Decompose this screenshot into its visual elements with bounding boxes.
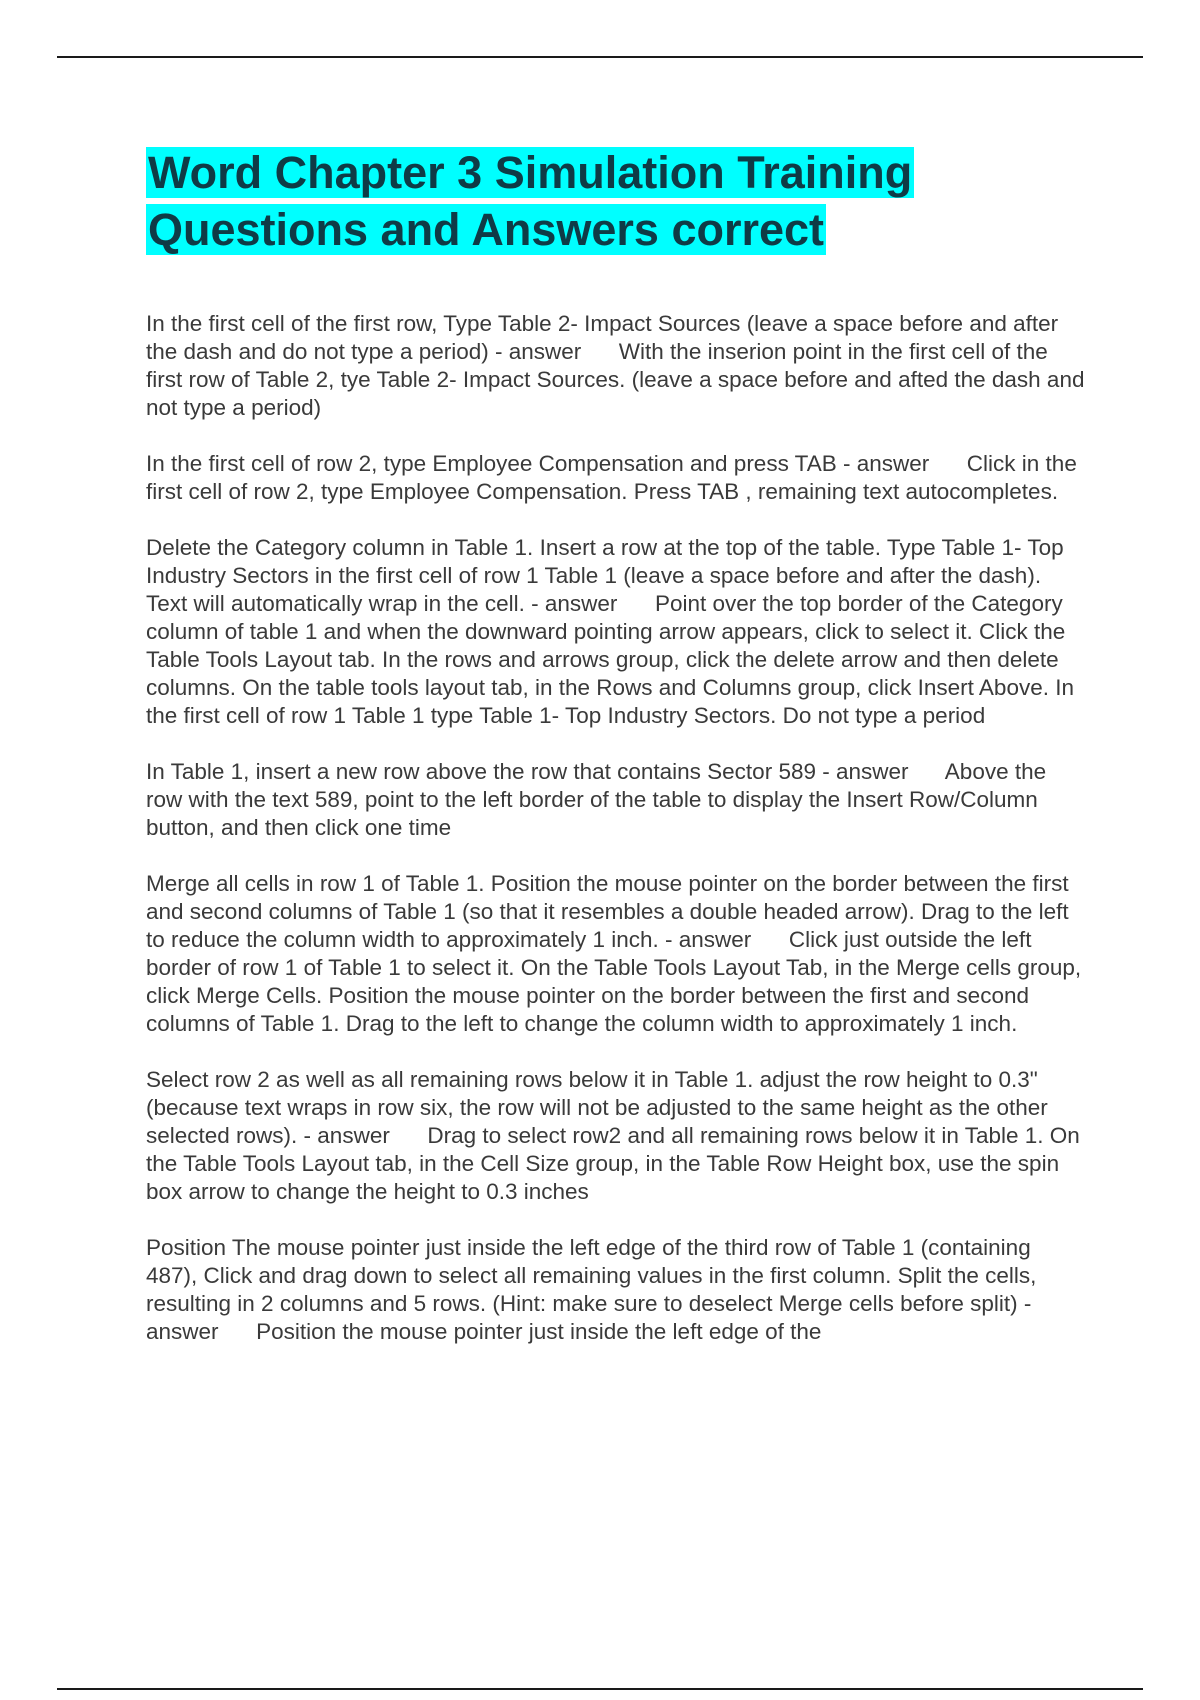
question-text: Select row 2 as well as all remaining rows below it in Table 1. adjust the row height to 0.3" (because text wraps in row six, the row will not be adjusted to the same height as the other selected rows). - answer	[146, 1067, 1048, 1148]
document-title	[146, 144, 1086, 258]
question-text: In the first cell of the first row, Type Table 2- Impact Sources (leave a space before and after the dash and do not type a period) - answer	[146, 311, 1059, 364]
qa-item	[146, 1234, 1086, 1346]
question-text: In Table 1, insert a new row above the row that contains Sector 589 - answer	[146, 759, 909, 784]
title-line-2: Questions and Answers correct	[148, 204, 825, 255]
answer-text: Click just outside the left border of row 1 of Table 1 to select it. On the Table Tools Layout Tab, in the Merge cells group, click Merge Cells. Position the mouse pointer on the border between the first and second columns of Table 1. Drag to the left to change the column width to approximately 1 inch.	[146, 927, 1082, 1036]
answer-text: Above the row with the text 589, point to the left border of the table to display the Insert Row/Column button, and then click one time	[146, 759, 1047, 840]
document-body	[146, 310, 1086, 1374]
answer-text: With the inserion point in the first cell of the first row of Table 2, tye Table 2- Impact Sources. (leave a space before and afted the dash and not type a period)	[146, 339, 1085, 420]
qa-item	[146, 534, 1086, 730]
qa-item	[146, 758, 1086, 842]
question-text: Delete the Category column in Table 1. Insert a row at the top of the table. Type Table 1- Top Industry Sectors in the first cell of row 1 Table 1 (leave a space before and after the dash). Text will automatically wrap in the cell. - answer	[146, 535, 1064, 616]
answer-text: Click in the first cell of row 2, type Employee Compensation. Press TAB , remaining text autocompletes.	[146, 451, 1077, 504]
title-line-1: Word Chapter 3 Simulation Training	[148, 147, 913, 198]
qa-item	[146, 450, 1086, 506]
answer-text: Drag to select row2 and all remaining rows below it in Table 1. On the Table Tools Layout tab, in the Cell Size group, in the Table Row Height box, use the spin box arrow to change the height to 0.3 inches	[146, 1123, 1080, 1204]
question-text: In the first cell of row 2, type Employee Compensation and press TAB - answer	[146, 451, 930, 476]
header-rule	[57, 56, 1143, 58]
question-text: Merge all cells in row 1 of Table 1. Position the mouse pointer on the border between the first and second columns of Table 1 (so that it resembles a double headed arrow). Drag to the left to reduce the column width to approximately 1 inch. - answer	[146, 871, 1069, 952]
qa-item	[146, 310, 1086, 422]
qa-item	[146, 870, 1086, 1038]
answer-text: Point over the top border of the Category column of table 1 and when the downward pointing arrow appears, click to select it. Click the Table Tools Layout tab. In the rows and arrows group, click the delete arrow and then delete columns. On the table tools layout tab, in the Rows and Columns group, click Insert Above. In the first cell of row 1 Table 1 type Table 1- Top Industry Sectors. Do not type a period	[146, 591, 1074, 728]
footer-rule	[57, 1688, 1143, 1690]
qa-item	[146, 1066, 1086, 1206]
question-text: Position The mouse pointer just inside the left edge of the third row of Table 1 (containing 487), Click and drag down to select all remaining values in the first column. Split the cells, resulting in 2 columns and 5 rows. (Hint: make sure to deselect Merge cells before split) - answer	[146, 1235, 1037, 1344]
answer-text: Position the mouse pointer just inside the left edge of the	[256, 1319, 822, 1344]
